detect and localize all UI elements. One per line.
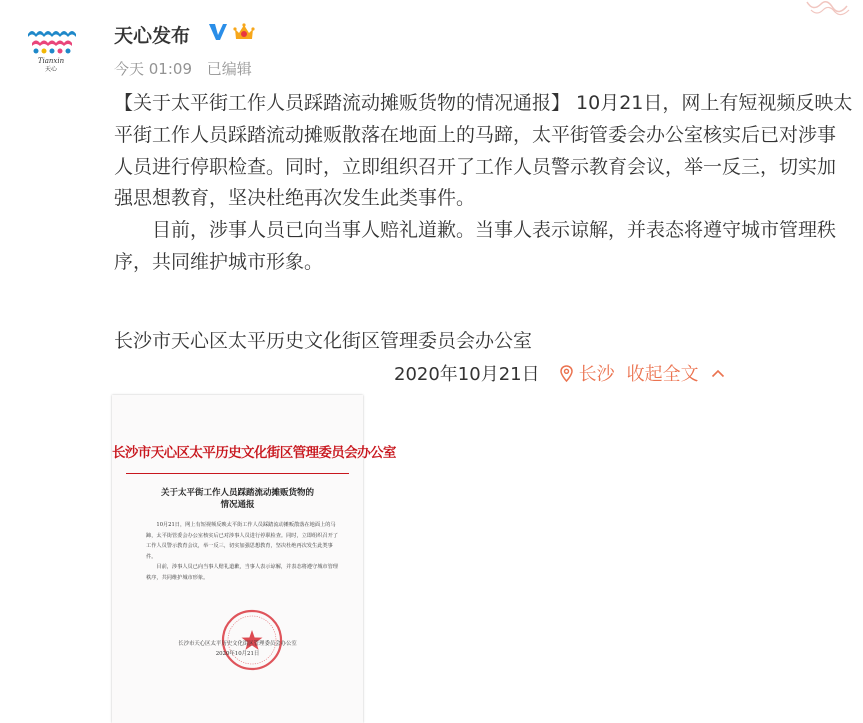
post-paragraph: 目前，涉事人员已向当事人赔礼道歉。当事人表示谅解，并表态将遵守城市管理秩序，共同维护城市形象。 bbox=[114, 219, 837, 273]
avatar-logo-text: Tianxin bbox=[37, 57, 65, 65]
collapse-label: 收起全文 bbox=[626, 364, 699, 385]
avatar-logo-subtext: 天心 bbox=[44, 66, 58, 73]
edited-label[interactable]: 已编辑 bbox=[206, 60, 252, 78]
document-body bbox=[146, 520, 340, 583]
document-paragraph: 10月21日，网上有短视频反映太平街工作人员踩踏流动摊贩散落在地面上的马蹄，太平街管委会办公室核实后已对涉事人员进行停职检查。同时，立即组织召开了工作人员警示教育会议，举一反三，切实加强思想教育，坚决杜绝再次发生此类事件。 bbox=[146, 522, 338, 560]
blue-v-verified-icon[interactable] bbox=[208, 22, 228, 42]
crown-member-badge-icon[interactable] bbox=[233, 21, 255, 43]
document-title-line: 情况通报 bbox=[220, 500, 255, 510]
document-signature bbox=[112, 639, 363, 659]
location-label: 长沙 bbox=[578, 364, 615, 385]
tianxin-logo-icon bbox=[22, 16, 80, 74]
notice-document-image[interactable] bbox=[112, 395, 396, 723]
document-paragraph: 目前，涉事人员已向当事人赔礼道歉，当事人表示谅解，并表态将遵守城市管理秩序，共同维护城市形象。 bbox=[146, 564, 338, 581]
document-sign-date: 2020年10月21日 bbox=[215, 651, 260, 657]
post-paragraph: 【关于太平街工作人员踩踏流动摊贩货物的情况通报】 10月21日，网上有短视频反映太平街工作人员踩踏流动摊贩散落在地面上的马蹄，太平街管委会办公室核实后已对涉事人员进行停职检查。同时，立即组织召开了工作人员警示教育会议，举一反三，切实加强思想教育，坚决杜绝再次发生此类事件。 bbox=[114, 92, 853, 210]
author-avatar[interactable] bbox=[22, 16, 80, 74]
location-pin-icon bbox=[560, 365, 573, 382]
post-dateline bbox=[394, 360, 725, 386]
decorative-pattern-icon bbox=[803, 0, 863, 20]
author-name[interactable]: 天心发布 bbox=[114, 25, 191, 47]
chevron-up-icon bbox=[711, 369, 725, 378]
document-red-rule bbox=[126, 473, 349, 474]
document-sign-org: 长沙市天心区太平历史文化街区管理委员会办公室 bbox=[178, 641, 297, 647]
post-meta bbox=[114, 58, 262, 79]
document-title-line: 关于太平街工作人员踩踏流动摊贩货物的 bbox=[160, 488, 314, 498]
post-content bbox=[114, 88, 854, 279]
document-header: 长沙市天心区太平历史文化街区管理委员会办公室 bbox=[112, 445, 396, 461]
post-signature: 长沙市天心区太平历史文化街区管理委员会办公室 bbox=[114, 330, 533, 352]
location-link[interactable] bbox=[560, 360, 615, 386]
document-title bbox=[112, 487, 363, 511]
collapse-full-text-button[interactable] bbox=[627, 360, 725, 386]
post-date: 2020年10月21日 bbox=[394, 364, 540, 385]
post-time[interactable]: 今天 01:09 bbox=[114, 60, 192, 78]
